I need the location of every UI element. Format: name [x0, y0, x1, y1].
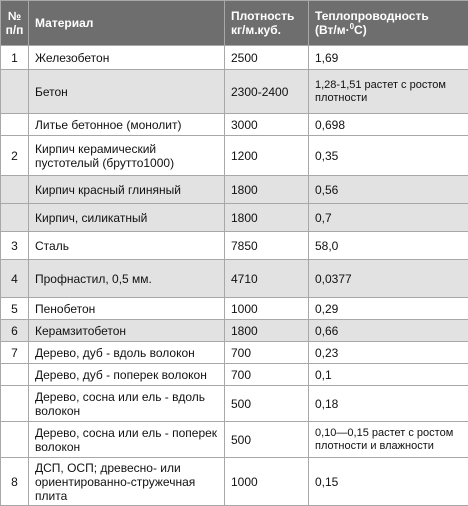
cell-material: Дерево, дуб - вдоль волокон	[29, 342, 225, 364]
cell-density: 1800	[225, 204, 309, 232]
cell-number: 2	[1, 136, 29, 176]
cell-material: Дерево, сосна или ель - поперек волокон	[29, 422, 225, 458]
cell-number	[1, 114, 29, 136]
cell-number: 7	[1, 342, 29, 364]
cell-conductivity: 0,56	[309, 176, 468, 204]
cell-conductivity: 0,35	[309, 136, 468, 176]
cell-material: Пенобетон	[29, 298, 225, 320]
cell-material: Дерево, дуб - поперек волокон	[29, 364, 225, 386]
cell-number: 8	[1, 458, 29, 506]
header-number-line1: №	[8, 9, 21, 23]
cell-number	[1, 422, 29, 458]
cell-conductivity: 0,1	[309, 364, 468, 386]
header-number	[1, 1, 29, 46]
table-row	[1, 364, 468, 386]
cell-material: Дерево, сосна или ель - вдоль волокон	[29, 386, 225, 422]
cell-number: 5	[1, 298, 29, 320]
cell-density: 2300-2400	[225, 70, 309, 114]
cell-density: 700	[225, 342, 309, 364]
table-row	[1, 232, 468, 260]
cell-density: 7850	[225, 232, 309, 260]
header-conductivity-line1: Теплопроводность	[315, 9, 429, 23]
cell-density: 1000	[225, 458, 309, 506]
table-row	[1, 114, 468, 136]
cell-number	[1, 364, 29, 386]
header-density-line2: кг/м.куб.	[231, 23, 281, 37]
cell-material: Сталь	[29, 232, 225, 260]
cell-material: Кирпич керамический пустотелый (брутто1000)	[29, 136, 225, 176]
cell-conductivity: 1,28-1,51 растет с ростом плотности	[309, 70, 468, 114]
cell-density: 700	[225, 364, 309, 386]
cell-material: Профнастил, 0,5 мм.	[29, 260, 225, 298]
cell-conductivity: 0,29	[309, 298, 468, 320]
cell-material: Железобетон	[29, 46, 225, 70]
header-conductivity-unit-post: С)	[354, 23, 367, 37]
table-row	[1, 298, 468, 320]
table-header	[1, 1, 468, 46]
header-conductivity-unit-pre: (Вт/м·	[315, 23, 350, 37]
cell-density: 1000	[225, 298, 309, 320]
cell-conductivity: 0,10—0,15 растет с ростом плотности и влажности	[309, 422, 468, 458]
table-row	[1, 458, 468, 506]
table-row	[1, 46, 468, 70]
table-row	[1, 386, 468, 422]
table-row	[1, 136, 468, 176]
cell-density: 1800	[225, 176, 309, 204]
cell-material: Кирпич, силикатный	[29, 204, 225, 232]
cell-number: 3	[1, 232, 29, 260]
header-density-line1: Плотность	[231, 9, 294, 23]
cell-conductivity: 58,0	[309, 232, 468, 260]
table-row	[1, 204, 468, 232]
header-material: Материал	[29, 1, 225, 46]
cell-material: Кирпич красный глиняный	[29, 176, 225, 204]
cell-density: 3000	[225, 114, 309, 136]
cell-conductivity: 0,66	[309, 320, 468, 342]
table-row	[1, 70, 468, 114]
table-row	[1, 320, 468, 342]
cell-number	[1, 386, 29, 422]
table-row	[1, 422, 468, 458]
cell-number: 4	[1, 260, 29, 298]
cell-density: 1200	[225, 136, 309, 176]
cell-number	[1, 70, 29, 114]
cell-material: Литье бетонное (монолит)	[29, 114, 225, 136]
cell-number	[1, 176, 29, 204]
table-body	[1, 46, 468, 506]
table-row	[1, 176, 468, 204]
cell-number	[1, 204, 29, 232]
cell-density: 1800	[225, 320, 309, 342]
cell-material: Бетон	[29, 70, 225, 114]
cell-conductivity: 0,7	[309, 204, 468, 232]
cell-density: 4710	[225, 260, 309, 298]
cell-conductivity: 0,0377	[309, 260, 468, 298]
cell-number: 1	[1, 46, 29, 70]
cell-density: 500	[225, 422, 309, 458]
cell-material: ДСП, ОСП; древесно- или ориентированно-стружечная плита	[29, 458, 225, 506]
cell-conductivity: 1,69	[309, 46, 468, 70]
table-row	[1, 342, 468, 364]
header-row	[1, 1, 468, 46]
header-conductivity	[309, 1, 468, 46]
header-number-line2: п/п	[6, 23, 24, 37]
cell-density: 500	[225, 386, 309, 422]
cell-conductivity: 0,23	[309, 342, 468, 364]
header-conductivity-unit-sup: 0	[350, 22, 354, 31]
cell-density: 2500	[225, 46, 309, 70]
table-row	[1, 260, 468, 298]
header-density	[225, 1, 309, 46]
cell-material: Керамзитобетон	[29, 320, 225, 342]
cell-conductivity: 0,18	[309, 386, 468, 422]
cell-number: 6	[1, 320, 29, 342]
cell-conductivity: 0,15	[309, 458, 468, 506]
cell-conductivity: 0,698	[309, 114, 468, 136]
